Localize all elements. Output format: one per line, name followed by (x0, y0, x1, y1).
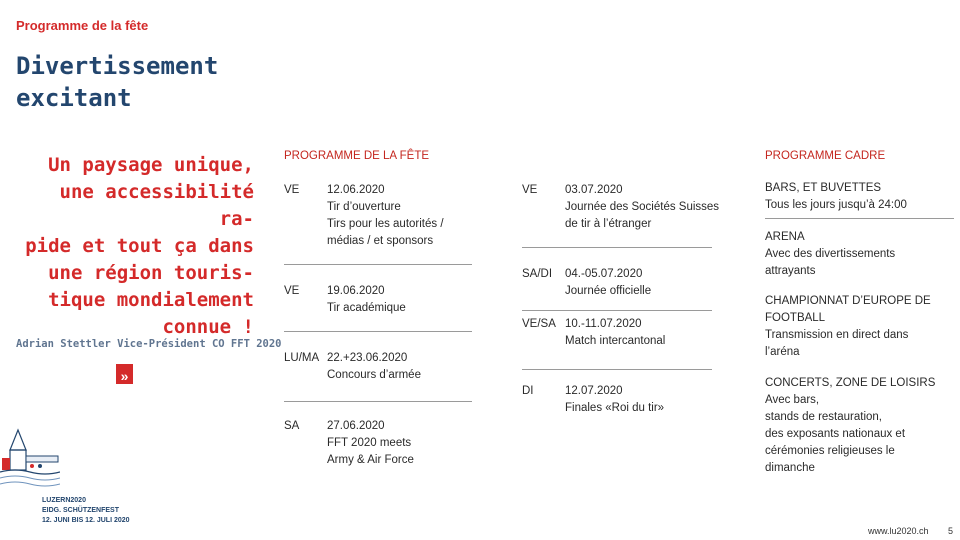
event-day: LU/MA (284, 352, 320, 364)
event-day: DI (522, 385, 534, 397)
section-kicker: Programme de la fête (16, 18, 149, 33)
cadre-line: stands de restauration, (765, 411, 882, 423)
cadre-item (765, 229, 895, 280)
event-details (565, 182, 719, 233)
cadre-line: Avec bars, (765, 394, 820, 406)
quote-author: Adrian Stettler Vice-Président CO FFT 2020 (16, 338, 282, 350)
cadre-line: attrayants (765, 265, 816, 277)
title-line: excitant (16, 84, 132, 112)
cadre-item (765, 293, 931, 361)
quote-line: Un paysage unique, (48, 154, 254, 176)
event-line: Tir d’ouverture (327, 201, 401, 213)
programme-heading: PROGRAMME DE LA FÊTE (284, 150, 430, 162)
divider (284, 401, 472, 402)
event-details (565, 383, 664, 417)
divider (765, 218, 954, 219)
event-details (565, 316, 665, 350)
pull-quote (18, 152, 254, 341)
divider (522, 369, 712, 370)
quote-line: pide et tout ça dans (25, 235, 254, 257)
event-line: 22.+23.06.2020 (327, 352, 408, 364)
event-details (327, 283, 406, 317)
page-title (16, 50, 218, 114)
footer-url[interactable]: www.lu2020.ch (868, 526, 929, 536)
event-line: 03.07.2020 (565, 184, 623, 196)
cadre-line: ARENA (765, 231, 805, 243)
title-line: Divertissement (16, 52, 219, 80)
event-line: Tirs pour les autorités / (327, 218, 444, 230)
event-line: 19.06.2020 (327, 285, 385, 297)
event-line: Journée des Sociétés Suisses (565, 201, 720, 213)
page-number: 5 (948, 526, 954, 536)
cadre-item (765, 180, 907, 214)
cadre-item (765, 375, 935, 477)
event-line: 12.06.2020 (327, 184, 385, 196)
event-line: Army & Air Force (327, 454, 414, 466)
quote-line: une accessibilité ra- (59, 181, 254, 230)
event-line: FFT 2020 meets (327, 437, 412, 449)
event-line: Tir académique (327, 302, 406, 314)
event-day: VE/SA (522, 318, 556, 330)
event-line: 12.07.2020 (565, 385, 623, 397)
event-line: Concours d’armée (327, 369, 421, 381)
event-line: 04.-05.07.2020 (565, 268, 643, 280)
divider (284, 264, 472, 265)
event-day: SA (284, 420, 300, 432)
cadre-line: Transmission en direct dans (765, 329, 909, 341)
cadre-line: Avec des divertissements (765, 248, 896, 260)
cadre-line: CHAMPIONNAT D’EUROPE DE (765, 295, 931, 307)
cadre-heading: PROGRAMME CADRE (765, 150, 886, 162)
cadre-line: l’aréna (765, 346, 800, 358)
event-line: 27.06.2020 (327, 420, 385, 432)
cadre-line: CONCERTS, ZONE DE LOISIRS (765, 377, 936, 389)
logo-line: EIDG. SCHÜTZENFEST (42, 507, 120, 514)
cadre-line: FOOTBALL (765, 312, 826, 324)
luzern-chapel-bridge-logo-icon (0, 428, 60, 498)
divider (522, 310, 712, 311)
event-details (327, 418, 414, 469)
logo-line: LUZERN2020 (42, 497, 86, 504)
logo-line: 12. JUNI BIS 12. JULI 2020 (42, 517, 130, 524)
event-day: VE (284, 285, 300, 297)
divider (522, 247, 712, 248)
event-day: SA/DI (522, 268, 553, 280)
event-line: Finales «Roi du tir» (565, 402, 665, 414)
event-day: VE (522, 184, 538, 196)
quote-mark-icon: » (116, 364, 133, 384)
divider (284, 331, 472, 332)
event-line: 10.-11.07.2020 (565, 318, 642, 330)
cadre-line: des exposants nationaux et (765, 428, 906, 440)
quote-line: une région touris- (48, 262, 254, 284)
event-line: Journée officielle (565, 285, 652, 297)
event-line: de tir à l’étranger (565, 218, 652, 230)
event-day: VE (284, 184, 300, 196)
cadre-line: Tous les jours jusqu’à 24:00 (765, 199, 907, 211)
quote-line: connue ! (162, 316, 254, 338)
event-details (565, 266, 651, 300)
cadre-line: BARS, ET BUVETTES (765, 182, 882, 194)
event-details (327, 182, 444, 250)
cadre-line: cérémonies religieuses le (765, 445, 895, 457)
event-line: Match intercantonal (565, 335, 666, 347)
event-line: médias / et sponsors (327, 235, 434, 247)
cadre-line: dimanche (765, 462, 815, 474)
logo-caption (42, 496, 130, 526)
quote-line: tique mondialement (48, 289, 254, 311)
event-details (327, 350, 421, 384)
